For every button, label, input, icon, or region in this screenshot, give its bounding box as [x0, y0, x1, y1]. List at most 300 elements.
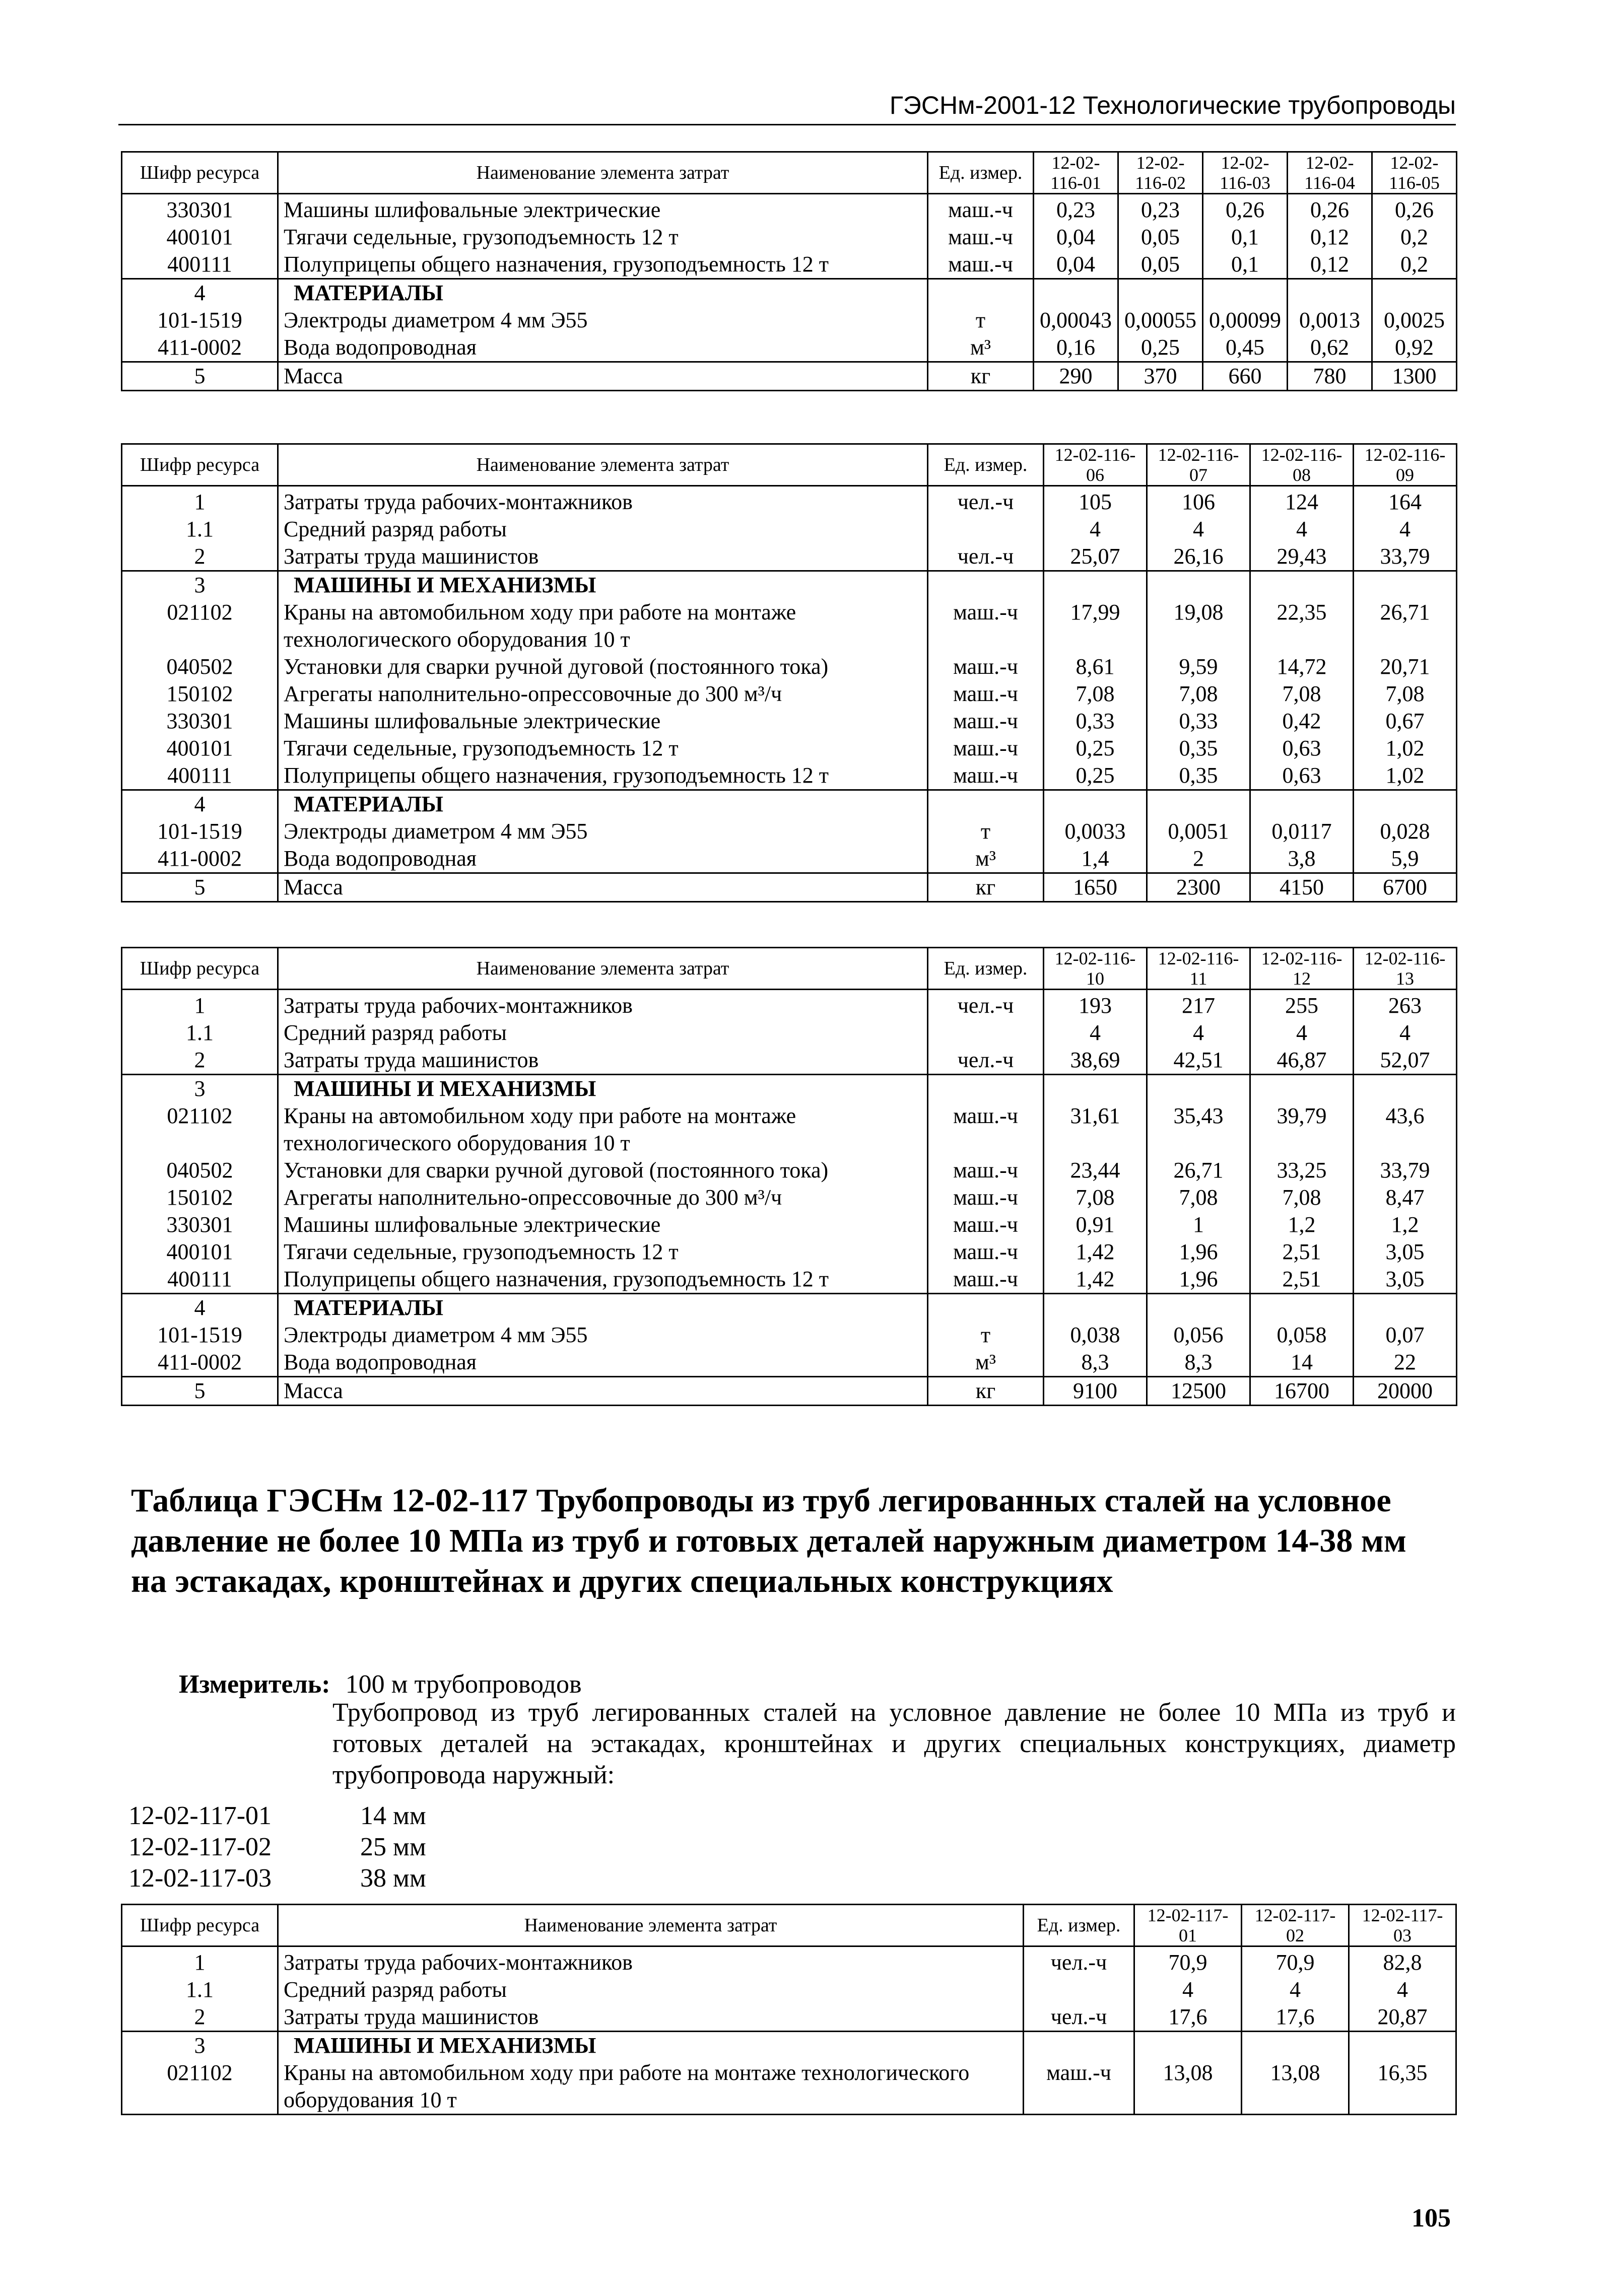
resource-name-cell: Агрегаты наполнительно-опрессовочные до 300 м³/ч	[278, 680, 928, 708]
resource-name-cell: Средний разряд работы	[278, 1019, 928, 1047]
value-cell: 0,92	[1372, 334, 1457, 362]
unit-cell	[928, 1019, 1044, 1047]
section-row	[122, 1075, 1457, 1103]
unit-cell: маш.-ч	[928, 1238, 1044, 1266]
value-cell: 290	[1034, 362, 1118, 391]
value-cell	[1134, 2032, 1242, 2060]
table-row	[122, 307, 1457, 334]
value-cell: 33,79	[1354, 543, 1457, 571]
value-cell: 1,96	[1147, 1266, 1250, 1294]
unit-cell: кг	[928, 362, 1034, 391]
value-cell	[1372, 279, 1457, 307]
value-cell: 17,99	[1044, 599, 1147, 653]
value-cell: 0,1	[1203, 251, 1288, 279]
column-header-name: Наименование элемента затрат	[278, 948, 928, 990]
resource-name-cell: Вода водопроводная	[278, 845, 928, 873]
value-cell	[1044, 790, 1147, 818]
value-cell: 29,43	[1250, 543, 1354, 571]
value-cell: 0,25	[1044, 762, 1147, 790]
resource-code-cell: 101-1519	[122, 818, 278, 845]
value-cell: 4	[1349, 1976, 1456, 2003]
value-cell	[1242, 2032, 1349, 2060]
unit-cell: м³	[928, 1349, 1044, 1377]
resource-code-cell: 1.1	[122, 516, 278, 543]
value-cell: 1,42	[1044, 1266, 1147, 1294]
unit-cell: маш.-ч	[928, 1157, 1044, 1184]
value-cell: 4	[1354, 516, 1457, 543]
value-cell: 7,08	[1147, 680, 1250, 708]
value-cell: 0,00099	[1203, 307, 1288, 334]
value-cell: 9100	[1044, 1377, 1147, 1406]
column-header-norm: 12-02-116-06	[1044, 444, 1147, 486]
column-header-norm: 12-02-116-05	[1372, 152, 1457, 194]
table-row	[122, 653, 1457, 680]
column-header-name: Наименование элемента затрат	[278, 1905, 1024, 1946]
unit-cell: маш.-ч	[928, 599, 1044, 653]
value-cell: 1,4	[1044, 845, 1147, 873]
column-header-norm: 12-02-117-01	[1134, 1905, 1242, 1946]
resource-code-cell: 101-1519	[122, 1321, 278, 1349]
unit-cell: маш.-ч	[928, 762, 1044, 790]
resource-name-cell: Затраты труда машинистов	[278, 1047, 928, 1075]
unit-cell: чел.-ч	[928, 990, 1044, 1020]
resource-code-cell: 330301	[122, 194, 278, 224]
value-cell: 7,08	[1250, 680, 1354, 708]
value-cell: 0,35	[1147, 735, 1250, 762]
column-header-unit: Ед. измер.	[1024, 1905, 1134, 1946]
unit-cell: чел.-ч	[1024, 2003, 1134, 2032]
column-header-norm: 12-02-117-02	[1242, 1905, 1349, 1946]
resource-code-cell: 3	[122, 571, 278, 599]
section-row	[122, 571, 1457, 599]
resource-code-cell: 150102	[122, 1184, 278, 1211]
value-cell: 0,45	[1203, 334, 1288, 362]
table-row	[122, 1157, 1457, 1184]
table-row	[122, 599, 1457, 653]
section-name-cell: МАТЕРИАЛЫ	[278, 790, 928, 818]
unit-cell	[928, 1075, 1044, 1103]
value-cell: 43,6	[1354, 1102, 1457, 1157]
resource-name-cell: Краны на автомобильном ходу при работе на монтаже технологического оборудования 10 т	[278, 2059, 1024, 2115]
unit-cell: маш.-ч	[928, 1266, 1044, 1294]
resource-name-cell: Затраты труда рабочих-монтажников	[278, 1946, 1024, 1977]
resource-table-116-01-05	[121, 151, 1457, 391]
table-row	[122, 543, 1457, 571]
unit-cell: т	[928, 307, 1034, 334]
value-cell: 0,23	[1034, 194, 1118, 224]
table-row	[122, 334, 1457, 362]
value-cell: 3,05	[1354, 1266, 1457, 1294]
table-row	[122, 1349, 1457, 1377]
value-cell: 0,04	[1034, 251, 1118, 279]
value-cell	[1250, 1075, 1354, 1103]
section-name-cell: МАШИНЫ И МЕХАНИЗМЫ	[278, 2032, 1024, 2060]
table-row	[122, 845, 1457, 873]
value-cell: 0,028	[1354, 818, 1457, 845]
unit-cell: кг	[928, 1377, 1044, 1406]
section-row	[122, 2032, 1456, 2060]
resource-name-cell: Масса	[278, 873, 928, 902]
section-row	[122, 790, 1457, 818]
table-row	[122, 516, 1457, 543]
table-title-number: Таблица ГЭСНм 12-02-117	[131, 1482, 528, 1519]
value-cell: 1,2	[1354, 1211, 1457, 1238]
column-header-code: Шифр ресурса	[122, 444, 278, 486]
column-header-name: Наименование элемента затрат	[278, 444, 928, 486]
resource-name-cell: Полуприцепы общего назначения, грузоподъемность 12 т	[278, 1266, 928, 1294]
resource-name-cell: Электроды диаметром 4 мм Э55	[278, 307, 928, 334]
value-cell: 23,44	[1044, 1157, 1147, 1184]
value-cell: 0,056	[1147, 1321, 1250, 1349]
value-cell: 4150	[1250, 873, 1354, 902]
variant-value: 14 мм	[360, 1801, 426, 1830]
value-cell: 0,26	[1203, 194, 1288, 224]
resource-code-cell: 1	[122, 486, 278, 516]
value-cell: 0,05	[1118, 251, 1203, 279]
unit-cell: чел.-ч	[928, 486, 1044, 516]
value-cell	[1147, 1075, 1250, 1103]
value-cell: 33,25	[1250, 1157, 1354, 1184]
unit-cell	[928, 790, 1044, 818]
value-cell: 0,63	[1250, 735, 1354, 762]
value-cell: 0,0051	[1147, 818, 1250, 845]
value-cell: 0,42	[1250, 708, 1354, 735]
value-cell: 22	[1354, 1349, 1457, 1377]
resource-name-cell: Тягачи седельные, грузоподъемность 12 т	[278, 224, 928, 251]
table-row	[122, 735, 1457, 762]
value-cell	[1288, 279, 1372, 307]
unit-cell: маш.-ч	[928, 708, 1044, 735]
table-row	[122, 486, 1457, 516]
value-cell: 20000	[1354, 1377, 1457, 1406]
unit-cell	[928, 1294, 1044, 1322]
table-row	[122, 362, 1457, 391]
resource-name-cell: Тягачи седельные, грузоподъемность 12 т	[278, 735, 928, 762]
table-row	[122, 708, 1457, 735]
value-cell: 0,05	[1118, 224, 1203, 251]
resource-code-cell: 411-0002	[122, 334, 278, 362]
value-cell: 0,2	[1372, 251, 1457, 279]
resource-name-cell: Полуприцепы общего назначения, грузоподъемность 12 т	[278, 762, 928, 790]
resource-name-cell: Полуприцепы общего назначения, грузоподъемность 12 т	[278, 251, 928, 279]
running-title: ГЭСНм-2001-12 Технологические трубопроводы	[889, 91, 1456, 119]
resource-code-cell: 101-1519	[122, 307, 278, 334]
value-cell: 0,62	[1288, 334, 1372, 362]
resource-code-cell: 5	[122, 873, 278, 902]
column-header-norm: 12-02-117-03	[1349, 1905, 1456, 1946]
unit-cell: т	[928, 818, 1044, 845]
resource-code-cell: 040502	[122, 1157, 278, 1184]
value-cell: 13,08	[1242, 2059, 1349, 2115]
value-cell: 4	[1250, 1019, 1354, 1047]
column-header-norm: 12-02-116-08	[1250, 444, 1354, 486]
meter-value: 100 м трубопроводов	[345, 1670, 582, 1699]
unit-cell: маш.-ч	[928, 224, 1034, 251]
variant-code: 12-02-117-02	[128, 1833, 272, 1861]
value-cell: 4	[1354, 1019, 1457, 1047]
column-header-norm: 12-02-116-10	[1044, 948, 1147, 990]
table-row	[122, 1377, 1457, 1406]
value-cell: 13,08	[1134, 2059, 1242, 2115]
value-cell: 2,51	[1250, 1238, 1354, 1266]
resource-name-cell: Затраты труда рабочих-монтажников	[278, 486, 928, 516]
value-cell: 39,79	[1250, 1102, 1354, 1157]
resource-name-cell: Установки для сварки ручной дуговой (постоянного тока)	[278, 653, 928, 680]
value-cell: 2300	[1147, 873, 1250, 902]
value-cell: 0,0033	[1044, 818, 1147, 845]
value-cell	[1349, 2032, 1456, 2060]
variant-row	[128, 1800, 426, 1832]
value-cell: 42,51	[1147, 1047, 1250, 1075]
value-cell: 0,63	[1250, 762, 1354, 790]
unit-cell: маш.-ч	[928, 653, 1044, 680]
value-cell: 17,6	[1134, 2003, 1242, 2032]
value-cell: 0,12	[1288, 224, 1372, 251]
value-cell: 4	[1044, 1019, 1147, 1047]
value-cell: 8,61	[1044, 653, 1147, 680]
resource-code-cell: 040502	[122, 653, 278, 680]
unit-cell: м³	[928, 845, 1044, 873]
value-cell: 0,25	[1118, 334, 1203, 362]
value-cell: 4	[1242, 1976, 1349, 2003]
resource-code-cell: 1.1	[122, 1019, 278, 1047]
value-cell: 14,72	[1250, 653, 1354, 680]
value-cell	[1034, 279, 1118, 307]
value-cell: 4	[1147, 1019, 1250, 1047]
column-header-unit: Ед. измер.	[928, 948, 1044, 990]
resource-code-cell: 5	[122, 362, 278, 391]
value-cell: 46,87	[1250, 1047, 1354, 1075]
section-row	[122, 279, 1457, 307]
value-cell	[1250, 1294, 1354, 1322]
table-row	[122, 1102, 1457, 1157]
variant-code: 12-02-117-01	[128, 1801, 272, 1830]
section-name-cell: МАШИНЫ И МЕХАНИЗМЫ	[278, 1075, 928, 1103]
value-cell: 7,08	[1250, 1184, 1354, 1211]
value-cell: 12500	[1147, 1377, 1250, 1406]
unit-cell: м³	[928, 334, 1034, 362]
column-header-norm: 12-02-116-04	[1288, 152, 1372, 194]
value-cell: 31,61	[1044, 1102, 1147, 1157]
value-cell	[1118, 279, 1203, 307]
resource-name-cell: Затраты труда рабочих-монтажников	[278, 990, 928, 1020]
column-header-norm: 12-02-116-13	[1354, 948, 1457, 990]
unit-cell: чел.-ч	[928, 543, 1044, 571]
value-cell: 780	[1288, 362, 1372, 391]
table-row	[122, 1184, 1457, 1211]
table-row	[122, 873, 1457, 902]
meter-label: Измеритель:	[179, 1670, 330, 1699]
column-header-name: Наименование элемента затрат	[278, 152, 928, 194]
resource-name-cell: Масса	[278, 362, 928, 391]
value-cell: 2,51	[1250, 1266, 1354, 1294]
value-cell: 0,00043	[1034, 307, 1118, 334]
resource-name-cell: Машины шлифовальные электрические	[278, 1211, 928, 1238]
unit-cell: маш.-ч	[928, 1211, 1044, 1238]
resource-name-cell: Средний разряд работы	[278, 1976, 1024, 2003]
value-cell: 4	[1044, 516, 1147, 543]
value-cell: 3,8	[1250, 845, 1354, 873]
resource-name-cell: Тягачи седельные, грузоподъемность 12 т	[278, 1238, 928, 1266]
variant-code: 12-02-117-03	[128, 1864, 272, 1893]
value-cell: 1300	[1372, 362, 1457, 391]
value-cell: 1,96	[1147, 1238, 1250, 1266]
value-cell: 660	[1203, 362, 1288, 391]
value-cell: 0,23	[1118, 194, 1203, 224]
value-cell: 70,9	[1134, 1946, 1242, 1977]
resource-code-cell: 400111	[122, 762, 278, 790]
value-cell: 8,3	[1147, 1349, 1250, 1377]
value-cell: 370	[1118, 362, 1203, 391]
table-row	[122, 224, 1457, 251]
value-cell: 0,16	[1034, 334, 1118, 362]
value-cell: 52,07	[1354, 1047, 1457, 1075]
unit-cell	[1024, 2032, 1134, 2060]
value-cell: 4	[1134, 1976, 1242, 2003]
value-cell: 38,69	[1044, 1047, 1147, 1075]
table-row	[122, 1047, 1457, 1075]
column-header-norm: 12-02-116-01	[1034, 152, 1118, 194]
value-cell: 1650	[1044, 873, 1147, 902]
resource-code-cell: 2	[122, 2003, 278, 2032]
description: Трубопровод из труб легированных сталей на условное давление не более 10 МПа из труб и готовых деталей на эстакадах, кронштейнах и других специальных конструкциях, диаметр трубопровода наружный:	[332, 1698, 1456, 1789]
value-cell: 0,2	[1372, 224, 1457, 251]
resource-code-cell: 5	[122, 1377, 278, 1406]
value-cell: 105	[1044, 486, 1147, 516]
resource-name-cell: Вода водопроводная	[278, 1349, 928, 1377]
resource-code-cell: 021102	[122, 2059, 278, 2115]
resource-code-cell: 021102	[122, 1102, 278, 1157]
value-cell	[1354, 1075, 1457, 1103]
resource-code-cell: 021102	[122, 599, 278, 653]
value-cell: 164	[1354, 486, 1457, 516]
value-cell: 0,33	[1147, 708, 1250, 735]
value-cell	[1354, 790, 1457, 818]
resource-code-cell: 411-0002	[122, 1349, 278, 1377]
unit-cell: маш.-ч	[928, 194, 1034, 224]
value-cell: 217	[1147, 990, 1250, 1020]
resource-code-cell: 1	[122, 1946, 278, 1977]
column-header-unit: Ед. измер.	[928, 444, 1044, 486]
unit-cell: кг	[928, 873, 1044, 902]
value-cell: 1,02	[1354, 762, 1457, 790]
resource-code-cell: 330301	[122, 708, 278, 735]
unit-cell: маш.-ч	[928, 735, 1044, 762]
column-header-code: Шифр ресурса	[122, 152, 278, 194]
resource-table-117	[121, 1904, 1457, 2115]
table-title	[131, 1481, 1441, 1602]
value-cell: 0,0013	[1288, 307, 1372, 334]
value-cell: 7,08	[1354, 680, 1457, 708]
value-cell: 17,6	[1242, 2003, 1349, 2032]
unit-cell: маш.-ч	[928, 1102, 1044, 1157]
value-cell: 33,79	[1354, 1157, 1457, 1184]
resource-code-cell: 2	[122, 543, 278, 571]
resource-code-cell: 400111	[122, 1266, 278, 1294]
value-cell: 6700	[1354, 873, 1457, 902]
resource-code-cell: 1.1	[122, 1976, 278, 2003]
value-cell: 0,038	[1044, 1321, 1147, 1349]
variant-row	[128, 1863, 426, 1894]
table-row	[122, 818, 1457, 845]
value-cell: 0,67	[1354, 708, 1457, 735]
value-cell: 7,08	[1147, 1184, 1250, 1211]
resource-code-cell: 400101	[122, 735, 278, 762]
value-cell: 1	[1147, 1211, 1250, 1238]
resource-table-116-10-13	[121, 947, 1457, 1406]
value-cell: 0,35	[1147, 762, 1250, 790]
value-cell: 19,08	[1147, 599, 1250, 653]
resource-code-cell: 411-0002	[122, 845, 278, 873]
resource-name-cell: Средний разряд работы	[278, 516, 928, 543]
table-row	[122, 1238, 1457, 1266]
value-cell: 124	[1250, 486, 1354, 516]
value-cell: 1,42	[1044, 1238, 1147, 1266]
value-cell	[1044, 571, 1147, 599]
section-name-cell: МАТЕРИАЛЫ	[278, 279, 928, 307]
table-row	[122, 1321, 1457, 1349]
variant-list	[128, 1800, 426, 1894]
value-cell: 0,0025	[1372, 307, 1457, 334]
value-cell: 25,07	[1044, 543, 1147, 571]
value-cell: 35,43	[1147, 1102, 1250, 1157]
resource-code-cell: 330301	[122, 1211, 278, 1238]
resource-code-cell: 3	[122, 2032, 278, 2060]
column-header-norm: 12-02-116-09	[1354, 444, 1457, 486]
value-cell: 2	[1147, 845, 1250, 873]
resource-code-cell: 400101	[122, 224, 278, 251]
value-cell: 0,058	[1250, 1321, 1354, 1349]
page-number: 105	[1412, 2204, 1451, 2233]
table-row	[122, 1211, 1457, 1238]
table-row	[122, 1019, 1457, 1047]
value-cell	[1044, 1075, 1147, 1103]
resource-name-cell: Электроды диаметром 4 мм Э55	[278, 818, 928, 845]
value-cell: 0,12	[1288, 251, 1372, 279]
value-cell	[1044, 1294, 1147, 1322]
value-cell: 0,07	[1354, 1321, 1457, 1349]
resource-name-cell: Машины шлифовальные электрические	[278, 194, 928, 224]
value-cell: 0,26	[1372, 194, 1457, 224]
value-cell	[1203, 279, 1288, 307]
value-cell: 3,05	[1354, 1238, 1457, 1266]
unit-cell: чел.-ч	[928, 1047, 1044, 1075]
column-header-norm: 12-02-116-02	[1118, 152, 1203, 194]
value-cell: 0,26	[1288, 194, 1372, 224]
meter	[179, 1669, 582, 1699]
value-cell: 0,91	[1044, 1211, 1147, 1238]
resource-code-cell: 4	[122, 279, 278, 307]
value-cell: 26,71	[1354, 599, 1457, 653]
value-cell: 26,71	[1147, 1157, 1250, 1184]
resource-code-cell: 3	[122, 1075, 278, 1103]
value-cell: 14	[1250, 1349, 1354, 1377]
value-cell: 26,16	[1147, 543, 1250, 571]
resource-name-cell: Вода водопроводная	[278, 334, 928, 362]
resource-code-cell: 1	[122, 990, 278, 1020]
value-cell: 263	[1354, 990, 1457, 1020]
value-cell: 8,47	[1354, 1184, 1457, 1211]
value-cell: 16700	[1250, 1377, 1354, 1406]
value-cell: 0,00055	[1118, 307, 1203, 334]
resource-name-cell: Затраты труда машинистов	[278, 2003, 1024, 2032]
table-row	[122, 194, 1457, 224]
value-cell: 8,3	[1044, 1349, 1147, 1377]
table-row	[122, 1976, 1456, 2003]
section-name-cell: МАТЕРИАЛЫ	[278, 1294, 928, 1322]
value-cell: 16,35	[1349, 2059, 1456, 2115]
column-header-unit: Ед. измер.	[928, 152, 1034, 194]
